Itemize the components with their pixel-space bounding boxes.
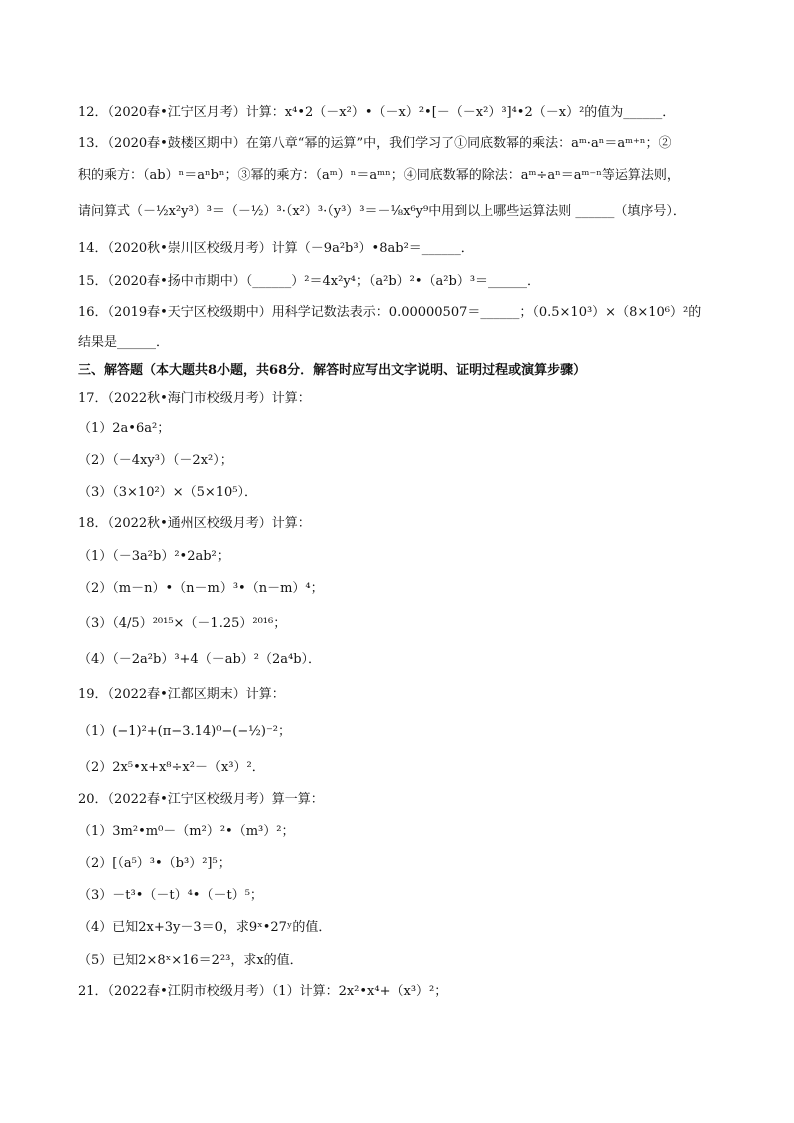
question-18: 18．（2022秋•通州区校级月考）计算： (78, 516, 311, 531)
question-17-part-1: （1）2a•6a²； (78, 421, 171, 436)
question-20-part-2: （2）[（a⁵）³•（b³）²]⁵； (78, 856, 231, 871)
question-20-part-5: （5）已知2×8ˣ×16＝2²³，求x的值． (78, 953, 303, 968)
question-16-line-2: 结果是______． (78, 335, 170, 350)
question-19: 19．（2022春•江都区期末）计算： (78, 687, 285, 702)
question-13-line-1: 13．（2020春•鼓楼区期中）在第八章“幂的运算”中，我们学习了①同底数幂的乘法：aᵐ·aⁿ＝aᵐ⁺ⁿ；② (78, 136, 672, 151)
question-18-part-4: （4）（－2a²b）³+4（－ab）²（2a⁴b）． (78, 652, 322, 667)
question-17: 17．（2022秋•海门市校级月考）计算： (78, 391, 311, 406)
question-19-part-2: （2）2x⁵•x+x⁸÷x²－（x³）²． (78, 760, 265, 775)
question-18-part-2: （2）（m－n）•（n－m）³•（n－m）⁴； (78, 581, 324, 596)
section-three-heading: 三、解答题（本大题共8小题，共68分．解答时应写出文字说明、证明过程或演算步骤） (78, 363, 587, 378)
question-16-line-1: 16．（2019春•天宁区校级期中）用科学记数法表示：0.00000507＝______；（0.5×10³）×（8×10⁶）²的 (78, 305, 702, 320)
question-17-part-3: （3）（3×10²）×（5×10⁵）． (78, 485, 257, 500)
question-19-part-1: （1）(−1)²+(π−3.14)⁰−(−½)⁻²； (78, 724, 292, 739)
question-20-part-3: （3）－t³•（－t）⁴•（－t）⁵； (78, 888, 263, 903)
question-13-line-2: 积的乘方：（ab）ⁿ＝aⁿbⁿ；③幂的乘方：（aᵐ）ⁿ＝aᵐⁿ；④同底数幂的除法：aᵐ÷aⁿ＝aᵐ⁻ⁿ等运算法则， (78, 168, 680, 183)
question-18-part-1: （1）（－3a²b）²•2ab²； (78, 549, 230, 564)
question-21: 21．（2022春•江阴市校级月考）（1）计算：2x²•x⁴+（x³）²； (78, 984, 448, 999)
question-20: 20．（2022春•江宁区校级月考）算一算： (78, 792, 324, 807)
question-17-part-2: （2）（－4xy³）（－2x²）； (78, 453, 233, 468)
question-15: 15．（2020春•扬中市期中）（______）²＝4x²y⁴；（a²b）²•（a²b）³＝______． (78, 274, 541, 289)
question-12: 12．（2020春•江宁区月考）计算：x⁴•2（－x²）•（－x）²•[－（－x²）³]⁴•2（－x）²的值为______． (78, 105, 676, 120)
question-18-part-3: （3）（4/5）²⁰¹⁵×（－1.25）²⁰¹⁶； (78, 616, 287, 631)
question-20-part-1: （1）3m²•m⁰－（m²）²•（m³）²； (78, 824, 295, 839)
question-20-part-4: （4）已知2x+3y－3＝0，求9ˣ•27ʸ的值． (78, 920, 332, 935)
question-13-line-3: 请问算式（－½x²y³）³＝（－½）³·（x²）³·（y³）³＝－⅛x⁶y⁹中用到以上哪些运算法则 ______（填序号）． (78, 204, 686, 219)
question-14: 14．（2020秋•崇川区校级月考）计算（－9a²b³）•8ab²＝______． (78, 241, 474, 256)
